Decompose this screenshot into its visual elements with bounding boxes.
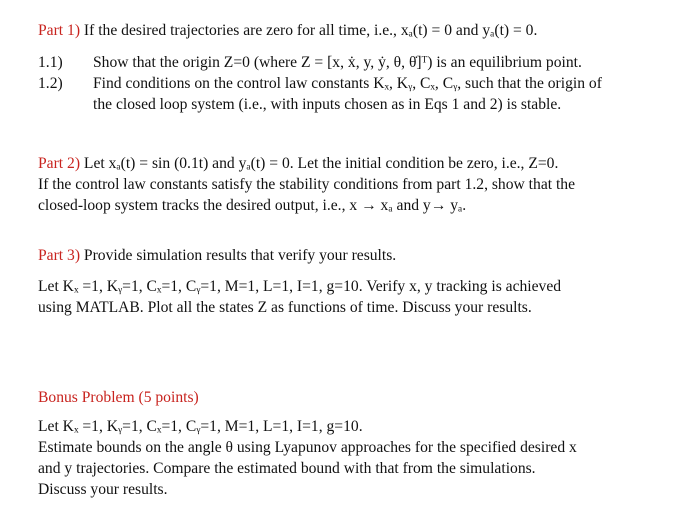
item-1-1-text: Show that the origin Z=0 (where Z = [x, ẋ, y, ẏ, θ, θ̇]ᵀ) is an equilibrium point. bbox=[93, 54, 582, 71]
item-1-1-number: 1.1) bbox=[38, 54, 63, 71]
item-1-2-number: 1.2) bbox=[38, 75, 63, 92]
part2-text-line1: Let xₐ(t) = sin (0.1t) and yₐ(t) = 0. Let the initial condition be zero, i.e., Z=0. bbox=[83, 155, 559, 172]
item-1-2-text-line1: Find conditions on the control law constants Kₓ, Kᵧ, Cₓ, Cᵧ, such that the origin of bbox=[93, 75, 602, 92]
part2-text-line2: If the control law constants satisfy the stability conditions from part 1.2, show that the bbox=[38, 176, 576, 193]
bonus-text-line1: Let Kₓ =1, Kᵧ=1, Cₓ=1, Cᵧ=1, M=1, L=1, I=1, g=10. bbox=[38, 418, 363, 435]
part3-heading-text: Provide simulation results that verify your results. bbox=[83, 247, 397, 264]
part3-heading: Part 3) bbox=[38, 247, 81, 264]
part1-line bbox=[38, 20, 537, 41]
part2-text-line3: closed-loop system tracks the desired output, i.e., x → xₐ and y→ yₐ. bbox=[38, 197, 467, 214]
part2-line1 bbox=[38, 153, 558, 174]
bonus-heading: Bonus Problem (5 points) bbox=[38, 389, 199, 406]
part1-heading: Part 1) bbox=[38, 22, 81, 39]
bonus-text-line3: and y trajectories. Compare the estimated bound with that from the simulations. bbox=[38, 460, 536, 477]
part1-text: If the desired trajectories are zero for all time, i.e., xₐ(t) = 0 and yₐ(t) = 0. bbox=[83, 22, 538, 39]
part2-heading: Part 2) bbox=[38, 155, 81, 172]
item-1-2-text-line2: the closed loop system (i.e., with inputs chosen as in Eqs 1 and 2) is stable. bbox=[93, 96, 562, 113]
part3-text-line2: using MATLAB. Plot all the states Z as functions of time. Discuss your results. bbox=[38, 299, 532, 316]
bonus-text-line4: Discuss your results. bbox=[38, 481, 168, 498]
part3-text-line1: Let Kₓ =1, Kᵧ=1, Cₓ=1, Cᵧ=1, M=1, L=1, I=1, g=10. Verify x, y tracking is achieved bbox=[38, 278, 562, 295]
bonus-text-line2: Estimate bounds on the angle θ using Lyapunov approaches for the specified desired x bbox=[38, 439, 577, 456]
part3-line bbox=[38, 245, 396, 266]
